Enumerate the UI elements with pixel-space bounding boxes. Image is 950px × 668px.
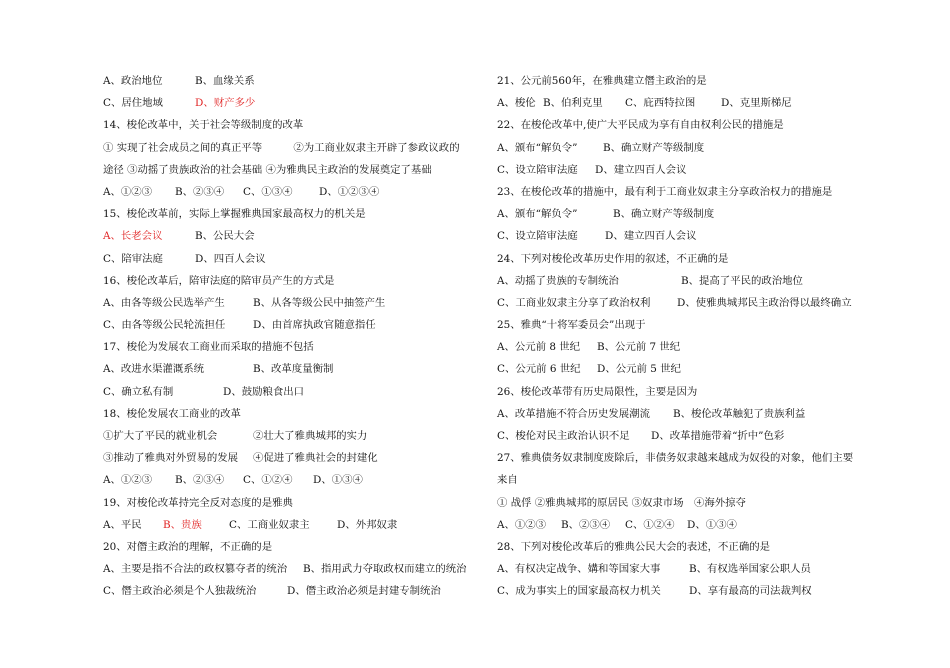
answer-option: ①扩大了平民的就业机会 [103, 430, 218, 442]
options-row [497, 403, 882, 425]
options-row [103, 225, 483, 247]
answer-option: C、陪审法庭 [103, 252, 163, 265]
question-line: 16、梭伦改革后，陪审法庭的陪审员产生的方式是 [103, 274, 335, 287]
answer-option: C、由各等级公民轮流担任 [103, 319, 226, 332]
answer-option: C、①②④ [625, 518, 675, 531]
answer-option: ③推动了雅典对外贸易的发展 [103, 452, 239, 465]
answer-option: A、主要是指不合法的政权篡夺者的统治 [103, 563, 288, 576]
answer-option: A、改革措施不符合历史发展潮流 [497, 407, 650, 420]
question-line: 14、梭伦改革中，关于社会等级制度的改革 [103, 119, 304, 132]
question-line: 18、梭伦发展农工商业的改革 [103, 407, 241, 420]
answer-option: C、工商业奴隶主分享了政治权利 [497, 296, 651, 309]
answer-option: D、改革措施带着“折中”色彩 [651, 430, 785, 442]
answer-option: D、建立四百人会议 [605, 230, 697, 243]
options-row [103, 469, 483, 491]
answer-option: B、确立财产等级制度 [613, 208, 715, 221]
answer-option: B、公民大会 [195, 230, 255, 243]
answer-option: B、提高了平民的政治地位 [681, 274, 803, 287]
options-row [103, 70, 483, 92]
answer-option: C、公元前 6 世纪 [497, 363, 581, 376]
answer-option: D、①③④ [313, 474, 363, 487]
options-row [103, 314, 483, 336]
question-line: 17、梭伦为发展农工商业而采取的措施不包括 [103, 341, 314, 354]
answer-option: D、①②③④ [319, 185, 380, 198]
question-line: ① 战俘 ②雅典城邦的原居民 ③奴隶市场 ④海外掠夺 [497, 496, 746, 509]
answer-option: A、平民 [103, 518, 142, 531]
answer-option: B、血缘关系 [195, 75, 255, 87]
answer-option: ②壮大了雅典城邦的实力 [253, 430, 368, 442]
options-row [103, 248, 483, 270]
answer-option: B、公元前 7 世纪 [597, 341, 681, 354]
options-row [497, 558, 882, 580]
options-row [497, 292, 882, 314]
answer-option: A、动摇了贵族的专制统治 [497, 274, 619, 287]
answer-option: C、庇西特拉图 [625, 97, 696, 110]
question-line: 来自 [497, 474, 518, 487]
answer-option: B、②③④ [175, 185, 225, 198]
question-line: ① 实现了社会成员之间的真正平等 ②为工商业奴隶主开辟了参政议政的 [103, 141, 460, 154]
answer-option: D、由首席执政官随意指任 [253, 319, 376, 332]
answer-option: A、①②③ [103, 185, 153, 198]
question-line: 15、梭伦改革前，实际上掌握雅典国家最高权力的机关是 [103, 208, 366, 221]
answer-option: C、①③④ [243, 185, 293, 198]
answer-option: A、改进水渠灌溉系统 [103, 363, 205, 376]
answer-option: B、伯利克里 [543, 97, 603, 110]
left-column [103, 70, 483, 603]
answer-option: D、外邦奴隶 [337, 518, 398, 531]
answer-option: D、鼓励粮食出口 [223, 385, 305, 398]
options-row [497, 92, 882, 114]
options-row [103, 425, 483, 447]
answer-option: B、确立财产等级制度 [603, 141, 705, 154]
question-line: 途径 ③动摇了贵族政治的社会基础 ④为雅典民主政治的发展奠定了基础 [103, 163, 432, 176]
question-line: 19、对梭伦改革持完全反对态度的是雅典 [103, 496, 293, 509]
answer-option: C、①②④ [243, 474, 293, 487]
options-row [103, 358, 483, 380]
options-row [497, 159, 882, 181]
answer-option-highlighted: D、财产多少 [195, 97, 256, 110]
question-line: 22、在梭伦改革中,使广大平民成为享有自由权利公民的措施是 [497, 119, 784, 132]
question-line: 28、下列对梭伦改革后的雅典公民大会的表述，不正确的是 [497, 540, 770, 553]
options-row [497, 425, 882, 447]
right-column [497, 70, 882, 603]
answer-option: C、工商业奴隶主 [229, 518, 310, 531]
answer-option: C、梭伦对民主政治认识不足 [497, 430, 630, 442]
answer-option: D、享有最高的司法裁判权 [689, 585, 812, 598]
answer-option: B、改革度量衡制 [253, 363, 334, 376]
question-line: 27、雅典债务奴隶制度废除后，非债务奴隶越来越成为奴役的对象，他们主要 [497, 452, 854, 465]
question-line: 25、雅典“十将军委员会”出现于 [497, 319, 646, 332]
answer-option: D、四百人会议 [195, 252, 266, 265]
answer-option: A、①②③ [497, 518, 547, 531]
question-line: 26、梭伦改革带有历史局限性，主要是因为 [497, 385, 698, 398]
options-row [497, 137, 882, 159]
answer-option: A、有权决定战争、媾和等国家大事 [497, 563, 661, 576]
options-row [497, 336, 882, 358]
answer-option: A、梭伦 [497, 97, 536, 110]
options-row [103, 381, 483, 403]
answer-option: D、①③④ [687, 518, 737, 531]
answer-option: C、设立陪审法庭 [497, 163, 578, 176]
options-row [103, 447, 483, 469]
question-line: 21、公元前560年，在雅典建立僭主政治的是 [497, 75, 707, 87]
answer-option: A、①②③ [103, 474, 153, 487]
answer-option: C、僭主政治必须是个人独裁统治 [103, 585, 257, 598]
answer-option: D、使雅典城邦民主政治得以最终确立 [677, 296, 852, 309]
answer-option: D、建立四百人会议 [595, 163, 687, 176]
options-row [103, 181, 483, 203]
answer-option: A、由各等级公民选举产生 [103, 296, 225, 309]
options-row [497, 270, 882, 292]
options-row [497, 514, 882, 536]
answer-option: C、设立陪审法庭 [497, 230, 578, 243]
options-row [103, 292, 483, 314]
answer-option-highlighted: A、长老会议 [103, 230, 163, 243]
answer-option: B、梭伦改革触犯了贵族利益 [673, 407, 806, 420]
answer-option: C、确立私有制 [103, 385, 174, 398]
answer-option: A、政治地位 [103, 75, 163, 87]
answer-option: A、颁布“解负令” [497, 141, 578, 154]
answer-option: A、颁布“解负令” [497, 208, 578, 221]
answer-option-highlighted: B、贵族 [163, 518, 202, 531]
options-row [103, 92, 483, 114]
answer-option: C、成为事实上的国家最高权力机关 [497, 585, 661, 598]
answer-option: D、公元前 5 世纪 [597, 363, 681, 376]
options-row [497, 203, 882, 225]
question-line: 23、在梭伦改革的措施中，最有利于工商业奴隶主分享政治权力的措施是 [497, 185, 833, 198]
options-row [497, 580, 882, 602]
answer-option: B、指用武力夺取政权而建立的统治 [303, 563, 467, 576]
options-row [103, 514, 483, 536]
answer-option: B、②③④ [175, 474, 225, 487]
question-line: 24、下列对梭伦改革历史作用的叙述，不正确的是 [497, 252, 729, 265]
question-line: 20、对僭主政治的理解，不正确的是 [103, 540, 273, 553]
answer-option: ④促进了雅典社会的封建化 [253, 452, 378, 465]
answer-option: D、克里斯梯尼 [721, 97, 792, 110]
answer-option: D、僭主政治必须是封建专制统治 [287, 585, 441, 598]
answer-option: B、有权选举国家公职人员 [689, 563, 811, 576]
options-row [103, 580, 483, 602]
answer-option: B、②③④ [561, 518, 611, 531]
answer-option: B、从各等级公民中抽签产生 [253, 296, 386, 309]
options-row [497, 358, 882, 380]
answer-option: A、公元前 8 世纪 [497, 341, 581, 354]
options-row [497, 225, 882, 247]
answer-option: C、居住地域 [103, 97, 163, 110]
options-row [103, 558, 483, 580]
